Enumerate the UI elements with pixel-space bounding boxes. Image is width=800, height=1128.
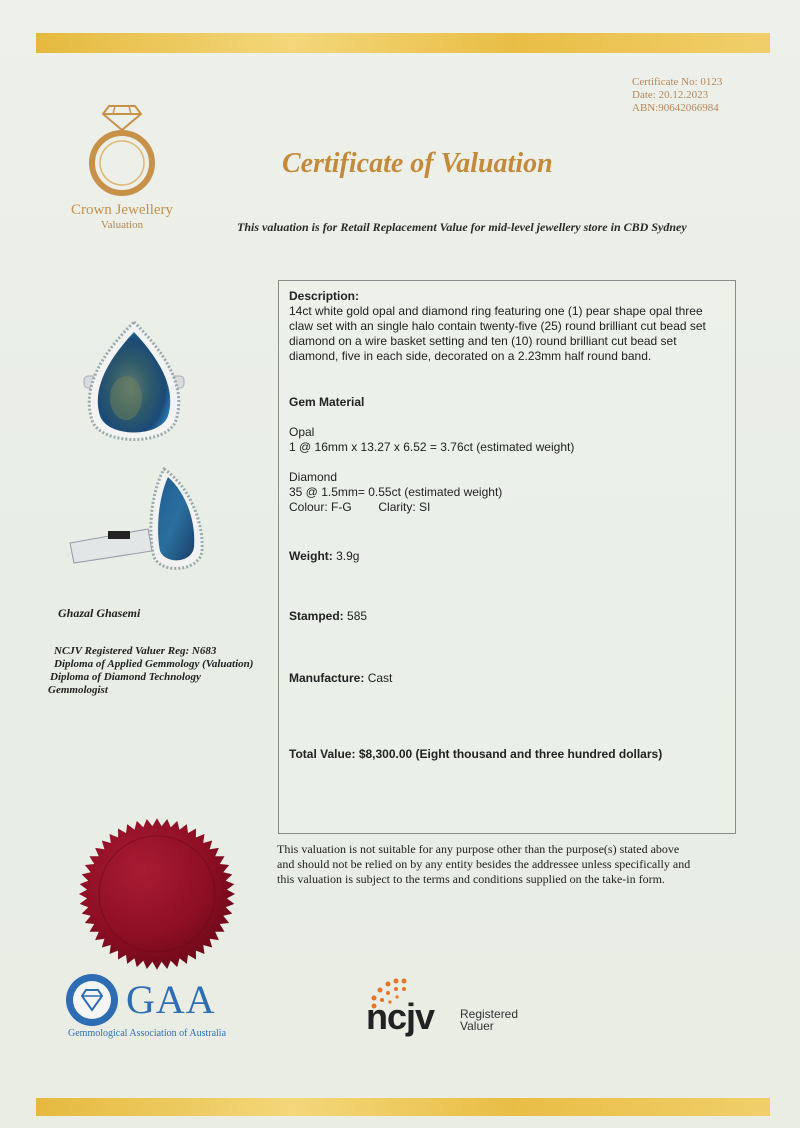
total-value-label: Total Value: [289, 747, 356, 761]
description-text: 14ct white gold opal and diamond ring featuring one (1) pear shape opal three claw set with an single halo contain twenty-five (25) round brilliant cut bead set diamond on a wire basket setting and ten (10) round brilliant cut bead set diamond, five in each side, decorated on a 2.23mm half round band. [289, 304, 706, 363]
certificate-abn: ABN:90642066984 [632, 102, 719, 114]
ncjv-registered: Registered [460, 1007, 519, 1021]
weight-label: Weight: [289, 549, 333, 563]
stamped-row [289, 609, 729, 624]
description-label: Description: [289, 289, 360, 303]
opal-detail: 1 @ 16mm x 13.27 x 6.52 = 3.76ct (estimated weight) [289, 440, 575, 454]
gem-material-section [289, 395, 729, 515]
brand-name: Crown Jewellery [70, 202, 174, 218]
manufacture-label: Manufacture: [289, 671, 365, 685]
description-box [278, 280, 736, 834]
total-value-amount: $8,300.00 (Eight thousand and three hundred dollars) [358, 747, 663, 761]
page-title: Certificate of Valuation [282, 148, 553, 179]
disclaimer [277, 842, 757, 887]
disclaimer-line: and should not be relied on by any entity besides the addressee unless specifically and [277, 857, 691, 871]
valuation-basis: This valuation is for Retail Replacement Value for mid-level jewellery store in CBD Sydney [237, 220, 687, 234]
ncjv-registered-valuer [460, 1008, 518, 1032]
stamped-label: Stamped: [289, 609, 344, 623]
certificate-meta [632, 76, 722, 115]
gaa-emblem-icon [64, 972, 120, 1028]
certificate-number: Certificate No: 0123 [632, 76, 723, 88]
valuer-credential: Diploma of Diamond Technology [50, 671, 201, 683]
ring-logo-icon [77, 100, 167, 200]
wax-seal-icon [72, 814, 242, 974]
ncjv-valuer: Valuer [460, 1019, 494, 1033]
crown-jewellery-logo [52, 100, 192, 231]
ring-top-view-image [64, 318, 204, 458]
disclaimer-line: this valuation is subject to the terms and conditions supplied on the take-in form. [277, 872, 665, 886]
diamond-grades [289, 500, 729, 515]
ncjv-logo [362, 976, 562, 1046]
weight-row [289, 549, 729, 564]
ncjv-wordmark: ncjv [366, 996, 435, 1037]
stamped-value: 585 [347, 609, 368, 623]
colour-grade: Colour: F-G [289, 500, 352, 514]
opal-title: Opal [289, 425, 315, 439]
diamond-detail: 35 @ 1.5mm= 0.55ct (estimated weight) [289, 485, 503, 499]
ring-side-view-image [64, 465, 214, 585]
valuer-credential: Diploma of Applied Gemmology (Valuation) [54, 658, 254, 670]
clarity-grade: Clarity: SI [378, 500, 431, 514]
valuer-info [38, 606, 253, 697]
brand-subtitle: Valuation [100, 219, 144, 231]
manufacture-row [289, 671, 729, 686]
valuer-credential: NCJV Registered Valuer Reg: N683 [54, 645, 217, 657]
certificate-date: Date: 20.12.2023 [632, 89, 709, 101]
gaa-full-name: Gemmological Association of Australia [68, 1028, 227, 1039]
valuer-credentials [38, 645, 253, 697]
gem-material-label: Gem Material [289, 395, 365, 409]
valuer-credential: Gemmologist [48, 684, 108, 696]
weight-value: 3.9g [336, 549, 360, 563]
bottom-gold-bar [36, 1098, 770, 1116]
top-gold-bar [36, 33, 770, 53]
valuer-name: Ghazal Ghasemi [58, 606, 141, 620]
gaa-wordmark: GAA [126, 977, 216, 1022]
diamond-title: Diamond [289, 470, 338, 484]
description-section [289, 289, 729, 364]
total-value-row [289, 747, 729, 762]
manufacture-value: Cast [367, 671, 393, 685]
disclaimer-line: This valuation is not suitable for any purpose other than the purpose(s) stated above [277, 842, 680, 856]
